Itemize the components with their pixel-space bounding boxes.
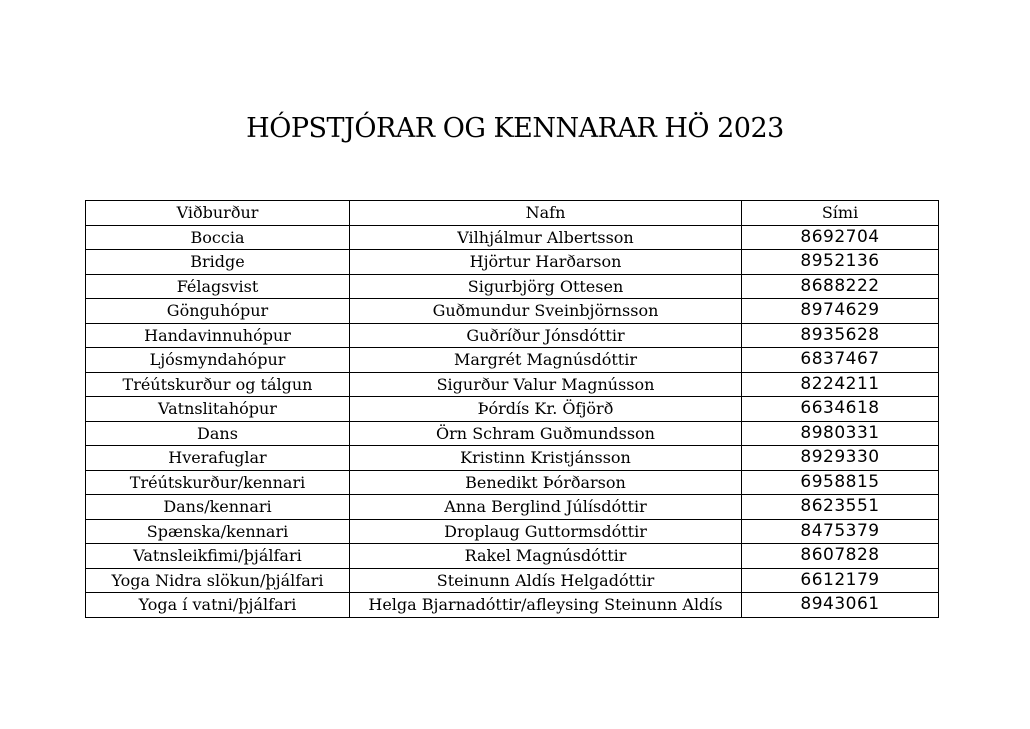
event-cell: Spænska/kennari: [86, 519, 350, 544]
table-row: [86, 446, 939, 471]
event-cell: Yoga Nidra slökun/þjálfari: [86, 568, 350, 593]
name-cell: Benedikt Þórðarson: [350, 470, 742, 495]
name-cell: Þórdís Kr. Öfjörð: [350, 397, 742, 422]
name-cell: Anna Berglind Júlísdóttir: [350, 495, 742, 520]
phone-cell: 6634618: [742, 397, 939, 422]
table-row: [86, 544, 939, 569]
phone-cell: 8952136: [742, 250, 939, 275]
table-body: [86, 225, 939, 617]
event-cell: Gönguhópur: [86, 299, 350, 324]
name-cell: Droplaug Guttormsdóttir: [350, 519, 742, 544]
table-row: [86, 495, 939, 520]
event-cell: Yoga í vatni/þjálfari: [86, 593, 350, 618]
phone-cell: 8692704: [742, 225, 939, 250]
name-cell: Sigurður Valur Magnússon: [350, 372, 742, 397]
table-row: [86, 250, 939, 275]
phone-cell: 6612179: [742, 568, 939, 593]
table-row: [86, 519, 939, 544]
phone-cell: 8974629: [742, 299, 939, 324]
name-cell: Kristinn Kristjánsson: [350, 446, 742, 471]
table-header: [86, 201, 939, 226]
event-cell: Tréútskurður/kennari: [86, 470, 350, 495]
table-row: [86, 348, 939, 373]
column-header-phone: Sími: [742, 201, 939, 226]
name-cell: Margrét Magnúsdóttir: [350, 348, 742, 373]
phone-cell: 8935628: [742, 323, 939, 348]
table-row: [86, 299, 939, 324]
event-cell: Ljósmyndahópur: [86, 348, 350, 373]
phone-cell: 6958815: [742, 470, 939, 495]
phone-cell: 8475379: [742, 519, 939, 544]
phone-cell: 6837467: [742, 348, 939, 373]
table-row: [86, 225, 939, 250]
name-cell: Sigurbjörg Ottesen: [350, 274, 742, 299]
event-cell: Dans/kennari: [86, 495, 350, 520]
column-header-event: Viðburður: [86, 201, 350, 226]
table-row: [86, 470, 939, 495]
event-cell: Handavinnuhópur: [86, 323, 350, 348]
header-row: [86, 201, 939, 226]
phone-cell: 8929330: [742, 446, 939, 471]
phone-cell: 8623551: [742, 495, 939, 520]
page-title: HÓPSTJÓRAR OG KENNARAR HÖ 2023: [246, 113, 784, 144]
name-cell: Helga Bjarnadóttir/afleysing Steinunn Aldís: [350, 593, 742, 618]
event-cell: Boccia: [86, 225, 350, 250]
table-row: [86, 593, 939, 618]
table-row: [86, 274, 939, 299]
phone-cell: 8943061: [742, 593, 939, 618]
name-cell: Hjörtur Harðarson: [350, 250, 742, 275]
table-row: [86, 421, 939, 446]
table-row: [86, 397, 939, 422]
name-cell: Örn Schram Guðmundsson: [350, 421, 742, 446]
phone-cell: 8607828: [742, 544, 939, 569]
contacts-table: [85, 200, 939, 618]
table-row: [86, 372, 939, 397]
name-cell: Guðmundur Sveinbjörnsson: [350, 299, 742, 324]
table-row: [86, 323, 939, 348]
name-cell: Steinunn Aldís Helgadóttir: [350, 568, 742, 593]
event-cell: Félagsvist: [86, 274, 350, 299]
name-cell: Vilhjálmur Albertsson: [350, 225, 742, 250]
name-cell: Rakel Magnúsdóttir: [350, 544, 742, 569]
event-cell: Hverafuglar: [86, 446, 350, 471]
name-cell: Guðríður Jónsdóttir: [350, 323, 742, 348]
event-cell: Bridge: [86, 250, 350, 275]
event-cell: Vatnsleikfimi/þjálfari: [86, 544, 350, 569]
phone-cell: 8224211: [742, 372, 939, 397]
event-cell: Dans: [86, 421, 350, 446]
event-cell: Vatnslitahópur: [86, 397, 350, 422]
event-cell: Tréútskurður og tálgun: [86, 372, 350, 397]
phone-cell: 8688222: [742, 274, 939, 299]
column-header-name: Nafn: [350, 201, 742, 226]
table-row: [86, 568, 939, 593]
phone-cell: 8980331: [742, 421, 939, 446]
